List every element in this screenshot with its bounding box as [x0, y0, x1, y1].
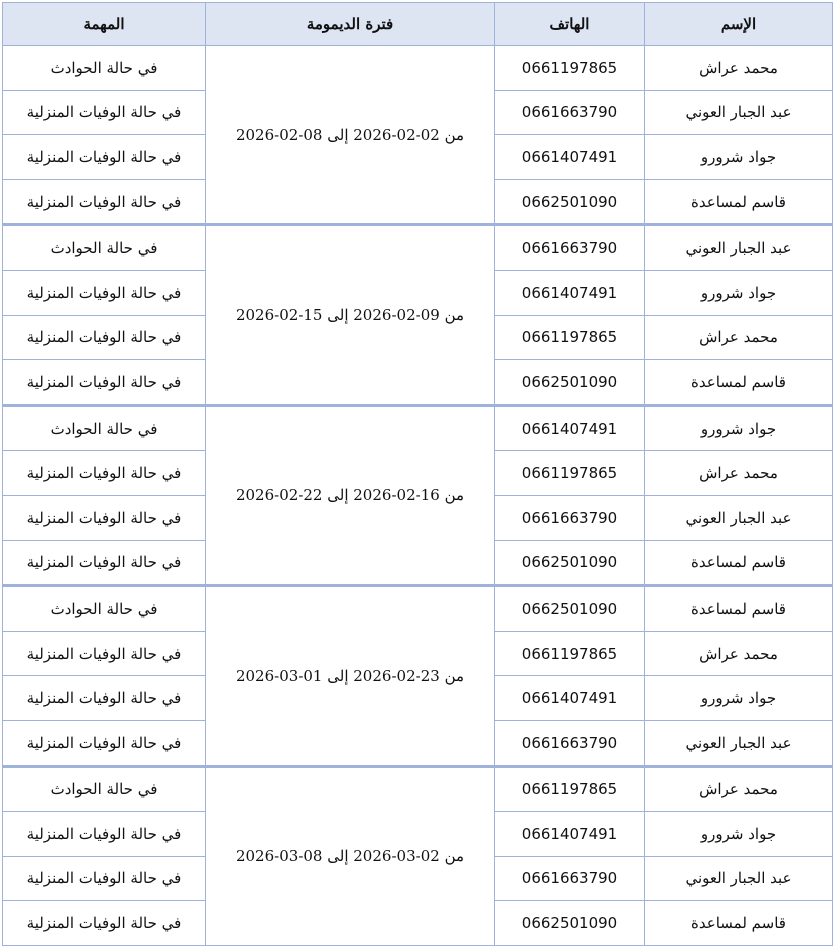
cell-name: قاسم لمساعدة [645, 586, 833, 632]
header-name: الإسم [645, 3, 833, 46]
cell-name: محمد عراش [645, 451, 833, 496]
cell-task: في حالة الوفيات المنزلية [3, 360, 206, 406]
cell-phone: 0661197865 [495, 766, 645, 812]
cell-name: محمد عراش [645, 631, 833, 676]
cell-period: من 02-03-2026 إلى 08-03-2026 [206, 766, 495, 945]
cell-task: في حالة الوفيات المنزلية [3, 315, 206, 360]
cell-task: في حالة الوفيات المنزلية [3, 631, 206, 676]
cell-name: عبد الجبار العوني [645, 225, 833, 271]
cell-task: في حالة الوفيات المنزلية [3, 270, 206, 315]
duty-roster-table [2, 2, 833, 946]
cell-task: في حالة الوفيات المنزلية [3, 676, 206, 721]
cell-name: عبد الجبار العوني [645, 495, 833, 540]
cell-phone: 0661197865 [495, 315, 645, 360]
cell-phone: 0661663790 [495, 495, 645, 540]
cell-name: جواد شرورو [645, 676, 833, 721]
cell-phone: 0661663790 [495, 856, 645, 901]
cell-period: من 23-02-2026 إلى 01-03-2026 [206, 586, 495, 766]
table-row [3, 46, 833, 91]
cell-phone: 0661407491 [495, 676, 645, 721]
cell-phone: 0662501090 [495, 901, 645, 946]
cell-phone: 0661407491 [495, 812, 645, 857]
cell-phone: 0662501090 [495, 360, 645, 406]
cell-name: قاسم لمساعدة [645, 179, 833, 225]
cell-task: في حالة الوفيات المنزلية [3, 812, 206, 857]
cell-task: في حالة الوفيات المنزلية [3, 90, 206, 135]
header-row [3, 3, 833, 46]
cell-task: في حالة الوفيات المنزلية [3, 495, 206, 540]
cell-phone: 0661407491 [495, 405, 645, 451]
table-body [3, 46, 833, 946]
cell-phone: 0661663790 [495, 225, 645, 271]
cell-period: من 09-02-2026 إلى 15-02-2026 [206, 225, 495, 405]
cell-phone: 0661663790 [495, 720, 645, 766]
cell-name: قاسم لمساعدة [645, 360, 833, 406]
cell-name: جواد شرورو [645, 812, 833, 857]
cell-task: في حالة الحوادث [3, 225, 206, 271]
table-header [3, 3, 833, 46]
cell-name: محمد عراش [645, 46, 833, 91]
table-row [3, 225, 833, 271]
cell-task: في حالة الوفيات المنزلية [3, 856, 206, 901]
cell-name: جواد شرورو [645, 135, 833, 180]
cell-task: في حالة الوفيات المنزلية [3, 540, 206, 586]
cell-phone: 0662501090 [495, 540, 645, 586]
cell-phone: 0661663790 [495, 90, 645, 135]
cell-period: من 02-02-2026 إلى 08-02-2026 [206, 46, 495, 225]
cell-phone: 0661197865 [495, 46, 645, 91]
cell-task: في حالة الوفيات المنزلية [3, 135, 206, 180]
cell-name: جواد شرورو [645, 405, 833, 451]
cell-phone: 0661197865 [495, 451, 645, 496]
cell-phone: 0661407491 [495, 135, 645, 180]
cell-name: قاسم لمساعدة [645, 901, 833, 946]
cell-task: في حالة الحوادث [3, 405, 206, 451]
header-task: المهمة [3, 3, 206, 46]
header-period: فترة الديمومة [206, 3, 495, 46]
header-phone: الهاتف [495, 3, 645, 46]
cell-task: في حالة الوفيات المنزلية [3, 720, 206, 766]
cell-name: عبد الجبار العوني [645, 90, 833, 135]
cell-task: في حالة الوفيات المنزلية [3, 901, 206, 946]
cell-name: محمد عراش [645, 315, 833, 360]
cell-name: عبد الجبار العوني [645, 856, 833, 901]
cell-phone: 0661197865 [495, 631, 645, 676]
table-row [3, 586, 833, 632]
cell-name: عبد الجبار العوني [645, 720, 833, 766]
cell-task: في حالة الوفيات المنزلية [3, 451, 206, 496]
cell-task: في حالة الحوادث [3, 586, 206, 632]
table-row [3, 766, 833, 812]
cell-task: في حالة الوفيات المنزلية [3, 179, 206, 225]
cell-name: جواد شرورو [645, 270, 833, 315]
cell-phone: 0662501090 [495, 586, 645, 632]
cell-task: في حالة الحوادث [3, 46, 206, 91]
cell-name: محمد عراش [645, 766, 833, 812]
cell-phone: 0662501090 [495, 179, 645, 225]
cell-period: من 16-02-2026 إلى 22-02-2026 [206, 405, 495, 585]
cell-name: قاسم لمساعدة [645, 540, 833, 586]
cell-phone: 0661407491 [495, 270, 645, 315]
table-row [3, 405, 833, 451]
cell-task: في حالة الحوادث [3, 766, 206, 812]
